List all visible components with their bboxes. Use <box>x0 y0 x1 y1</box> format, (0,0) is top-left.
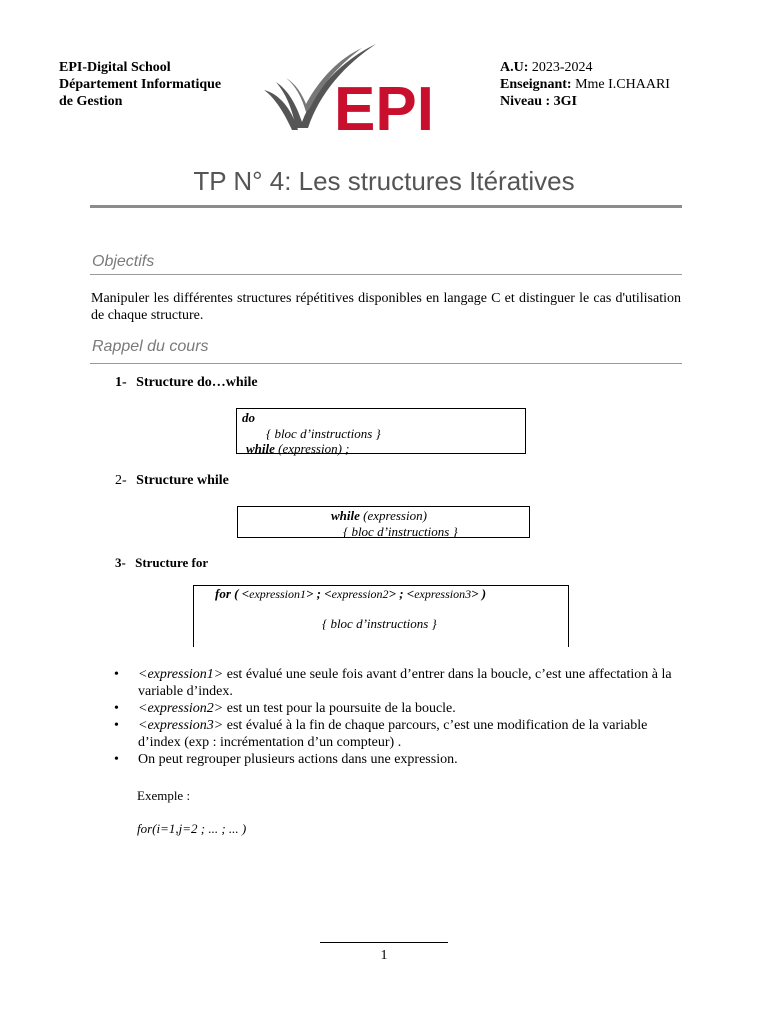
section-1-number: 1- <box>115 375 127 390</box>
list-item-text: est un test pour la poursuite de la boucle. <box>223 701 456 716</box>
section-2-title: Structure while <box>136 473 229 488</box>
section-1-heading <box>115 375 258 391</box>
list-item-expr: <expression2> <box>138 701 224 716</box>
level-value: 3GI <box>553 94 578 109</box>
bullet-marker: • <box>114 752 119 767</box>
list-item-expr: <expression3> <box>138 718 224 733</box>
for-line <box>194 586 568 602</box>
level-label: Niveau : <box>500 94 551 109</box>
for-code-box <box>193 585 569 647</box>
while-line <box>238 508 529 524</box>
teacher-label: Enseignant: <box>500 77 572 92</box>
school-name: EPI-Digital School <box>59 60 171 75</box>
course-divider <box>90 363 682 364</box>
list-item-expr: <expression1> <box>138 667 224 682</box>
do-while-condition <box>242 441 525 457</box>
header-school-block <box>59 59 221 110</box>
section-1-title: Structure do…while <box>136 375 258 390</box>
bullet-marker: • <box>114 718 119 733</box>
section-2-number: 2- <box>115 473 127 488</box>
title-divider <box>90 205 682 208</box>
au-value: 2023-2024 <box>531 60 593 75</box>
page-number: 1 <box>380 948 388 963</box>
while-expression: (expression) ; <box>278 441 350 456</box>
list-item <box>114 751 674 768</box>
while-expression-2: (expression) <box>363 508 427 523</box>
header-info-block <box>500 59 670 110</box>
department-line-2: de Gestion <box>59 94 123 109</box>
objectives-text: Manipuler les différentes structures répétitives disponibles en langage C et distinguer le cas d'utilisation de chaque structure. <box>91 291 681 323</box>
list-item <box>114 666 674 700</box>
example-code: for(i=1,j=2 ; ... ; ... ) <box>137 821 247 836</box>
list-item-text: est évalué à la fin de chaque parcours, c’est une modification de la variable d’index (exp : incrémentation d’un compteur) . <box>138 718 648 750</box>
do-while-code-box <box>236 408 526 454</box>
teacher-row <box>500 76 670 93</box>
section-3-number: 3- <box>115 555 126 570</box>
for-expr2: expression2 <box>331 587 389 601</box>
for-explanation-list <box>114 666 674 768</box>
section-2-heading <box>115 473 229 489</box>
page-title: TP N° 4: Les structures Itératives <box>193 166 575 196</box>
for-keyword: for ( < <box>215 586 250 601</box>
for-block: { bloc d’instructions } <box>322 616 437 631</box>
list-item <box>114 717 674 751</box>
while-keyword: while <box>246 441 275 456</box>
list-item-text: On peut regrouper plusieurs actions dans une expression. <box>138 752 458 767</box>
logo-text: EPI <box>334 75 434 134</box>
section-3-heading <box>115 555 208 571</box>
for-expr1: expression1 <box>249 587 307 601</box>
for-sep2: > ; < <box>388 586 415 601</box>
while-keyword-2: while <box>331 508 360 523</box>
section-3-title: Structure for <box>135 555 209 570</box>
objectives-divider <box>90 274 682 275</box>
bullet-marker: • <box>114 701 119 716</box>
for-sep1: > ; < <box>306 586 332 601</box>
level-row <box>500 93 670 110</box>
list-item <box>114 700 674 717</box>
department-line-1: Département Informatique <box>59 77 222 92</box>
academic-year-row <box>500 59 670 76</box>
do-keyword: do <box>242 410 255 425</box>
for-end: > ) <box>471 586 487 601</box>
footer-divider <box>320 942 448 943</box>
do-while-block: { bloc d’instructions } <box>266 425 381 441</box>
bullet-marker: • <box>114 667 119 682</box>
for-expr3: expression3 <box>414 587 472 601</box>
while-code-box <box>237 506 530 538</box>
example-label: Exemple : <box>137 788 191 803</box>
while-block: { bloc d’instructions } <box>343 523 458 539</box>
epi-logo <box>262 42 437 134</box>
teacher-value: Mme I.CHAARI <box>575 77 670 92</box>
au-label: A.U: <box>500 60 529 75</box>
course-heading: Rappel du cours <box>92 338 209 355</box>
list-item-text: est évalué une seule fois avant d’entrer dans la boucle, c’est une affectation à la variable d’index. <box>138 667 672 699</box>
objectives-heading: Objectifs <box>92 253 155 270</box>
